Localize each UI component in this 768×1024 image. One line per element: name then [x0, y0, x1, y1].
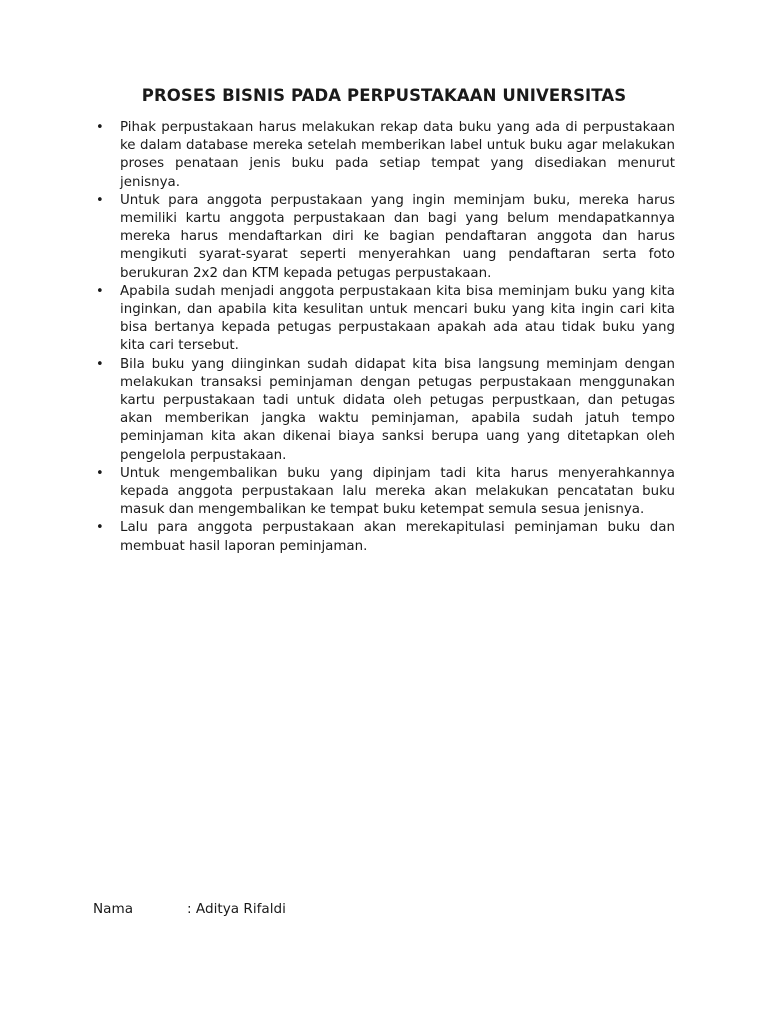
list-item-text: Apabila sudah menjadi anggota perpustakaan kita bisa meminjam buku yang kita inginkan, dan apabila kita kesulitan untuk mencari buku yang kita ingin cari kita bisa bertanya kepada petugas perpustakaan apakah ada atau tidak buku yang kita cari tersebut.	[120, 283, 675, 354]
bullet-icon: •	[96, 465, 104, 481]
list-item	[93, 192, 675, 283]
page-title: PROSES BISNIS PADA PERPUSTAKAAN UNIVERSITAS	[141, 86, 627, 105]
list-item-text: Untuk mengembalikan buku yang dipinjam tadi kita harus menyerahkannya kepada anggota perpustakaan lalu mereka akan melakukan pencatatan buku masuk dan mengembalikan ke tempat buku ketempat semula sesua jenisnya.	[120, 465, 675, 518]
list-item	[93, 283, 675, 356]
bullet-icon: •	[96, 520, 104, 536]
bullet-icon: •	[96, 192, 104, 208]
bullet-icon: •	[96, 283, 104, 299]
list-item-text: Bila buku yang diinginkan sudah didapat kita bisa langsung meminjam dengan melakukan transaksi peminjaman dengan petugas perpustakaan menggunakan kartu perpustakaan tadi untuk didata oleh petugas perpustkaan, dan petugas akan memberikan jangka waktu peminjaman, apabila sudah jatuh tempo peminjaman kita akan dikenai biaya sanksi berupa uang yang ditetapkan oleh pengelola perpustakaan.	[120, 356, 675, 463]
author-value: : Aditya Rifaldi	[187, 901, 286, 917]
author-label: Nama	[93, 901, 134, 917]
list-item	[93, 465, 675, 520]
process-list	[93, 119, 675, 556]
list-item-text: Lalu para anggota perpustakaan akan merekapitulasi peminjaman buku dan membuat hasil laporan peminjaman.	[120, 520, 675, 554]
list-item	[93, 356, 675, 465]
list-item	[93, 119, 675, 192]
bullet-icon: •	[96, 356, 104, 372]
list-item	[93, 519, 675, 555]
bullet-icon: •	[96, 120, 104, 135]
list-item-text: Untuk para anggota perpustakaan yang ingin meminjam buku, mereka harus memiliki kartu anggota perpustakaan dan bagi yang belum mendapatkannya mereka harus mendaftarkan diri ke bagian pendaftaran anggota dan harus mengikuti syarat-syarat seperti menyerahkan uang pendaftaran serta foto berukuran 2x2 dan KTM kepada petugas perpustakaan.	[120, 192, 675, 281]
list-item-text: Pihak perpustakaan harus melakukan rekap data buku yang ada di perpustakaan ke dalam database mereka setelah memberikan label untuk buku agar melakukan proses penataan jenis buku pada setiap tempat yang disediakan menurut jenisnya.	[120, 120, 675, 190]
author-line	[93, 899, 286, 919]
